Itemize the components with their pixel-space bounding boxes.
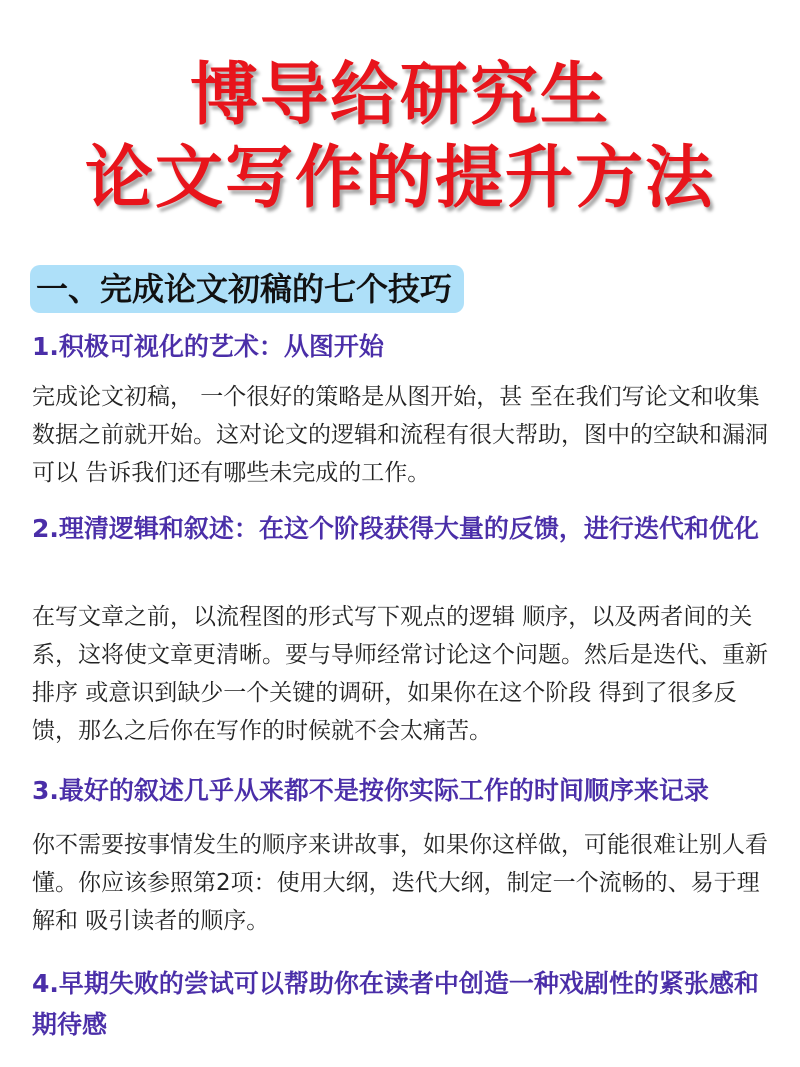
tip-2-heading: 2.理清逻辑和叙述：在这个阶段获得大量的反馈，进行迭代和优化	[32, 514, 759, 543]
main-title-line-2: 论文写作的提升方法	[84, 139, 715, 218]
main-title-line-1: 博导给研究生	[189, 56, 610, 135]
tip-4-heading: 4.早期失败的尝试可以帮助你在读者中创造一种戏剧性的紧张感和期待感	[32, 969, 759, 1039]
tip-1-heading: 1.积极可视化的艺术：从图开始	[32, 332, 384, 361]
tip-3-heading: 3.最好的叙述几乎从来都不是按你实际工作的时间顺序来记录	[32, 776, 709, 805]
tip-3-body: 你不需要按事情发生的顺序来讲故事，如果你这样做，可能很难让别人看懂。你应该参照第2项：使用大纲，迭代大纲，制定一个流畅的、易于理解和 吸引读者的顺序。	[32, 832, 768, 934]
section-heading: 一、完成论文初稿的七个技巧	[30, 265, 464, 313]
tip-2-body: 在写文章之前，以流程图的形式写下观点的逻辑 顺序，以及两者间的关系，这将使文章更清晰。要与导师经常讨论这个问题。然后是迭代、重新排序 或意识到缺少一个关键的调研，如果你在这个阶段 得到了很多反馈，那么之后你在写作的时候就不会太痛苦。	[32, 604, 768, 744]
tip-1-body: 完成论文初稿， 一个很好的策略是从图开始，甚 至在我们写论文和收集数据之前就开始。这对论文的逻辑和流程有很大帮助，图中的空缺和漏洞可以 告诉我们还有哪些未完成的工作。	[32, 384, 768, 486]
